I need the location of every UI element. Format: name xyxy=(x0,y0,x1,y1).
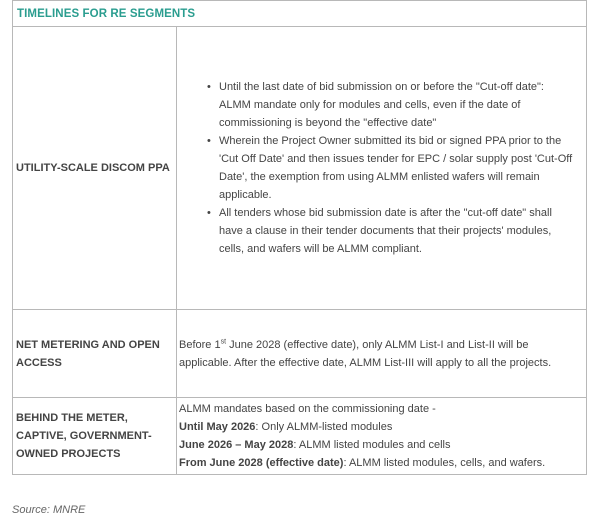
segment-label: UTILITY-SCALE DISCOM PPA xyxy=(13,27,177,310)
mandate-desc: : ALMM listed modules, cells, and wafers. xyxy=(343,457,546,469)
source-note: Source: MNRE xyxy=(12,504,86,516)
segment-label: NET METERING AND OPEN ACCESS xyxy=(13,310,177,398)
table-title-row xyxy=(13,1,587,27)
table-title: TIMELINES FOR RE SEGMENTS xyxy=(13,1,587,27)
re-segments-table xyxy=(12,0,587,475)
text-part: June 2028 (effective date), only ALMM List-I and List-II will be applicable. After the effective date, ALMM List-III will apply to all the projects. xyxy=(179,338,552,369)
mandate-period: From June 2028 (effective date) xyxy=(179,457,344,469)
mandate-desc: : ALMM listed modules and cells xyxy=(293,439,451,451)
segment-details xyxy=(177,398,587,475)
table-row xyxy=(13,398,587,475)
net-metering-text xyxy=(179,336,583,372)
mandate-desc: : Only ALMM-listed modules xyxy=(255,421,393,433)
segment-details xyxy=(177,27,587,310)
table-row xyxy=(13,310,587,398)
mandate-line xyxy=(179,436,583,454)
segment-label: BEHIND THE METER, CAPTIVE, GOVERNMENT-OWNED PROJECTS xyxy=(13,398,177,475)
mandate-intro: ALMM mandates based on the commissioning date - xyxy=(179,403,436,415)
bullet-item: • Until the last date of bid submission on or before the "Cut-off date": ALMM mandate only for modules and cells, even if the date of commissioning is beyond the "effective date" xyxy=(219,78,583,132)
mandate-period: Until May 2026 xyxy=(179,421,256,433)
bullet-item: • All tenders whose bid submission date is after the "cut-off date" shall have a clause in their tender documents that their projects' modules, cells, and wafers will be ALMM compliant. xyxy=(219,204,583,258)
table-row xyxy=(13,27,587,310)
superscript: st xyxy=(220,337,227,345)
mandate-period: June 2026 – May 2028 xyxy=(179,439,294,451)
bullet-item: • Wherein the Project Owner submitted its bid or signed PPA prior to the 'Cut Off Date' and then issues tender for EPC / solar supply post 'Cut-Off Date', the exemption from using ALMM enlisted wafers will remain applicable. xyxy=(219,132,583,204)
mandate-line xyxy=(179,418,583,436)
mandate-line xyxy=(179,454,583,472)
segment-details xyxy=(177,310,587,398)
text-part: Before 1 xyxy=(179,338,221,351)
bullet-list xyxy=(179,78,583,258)
